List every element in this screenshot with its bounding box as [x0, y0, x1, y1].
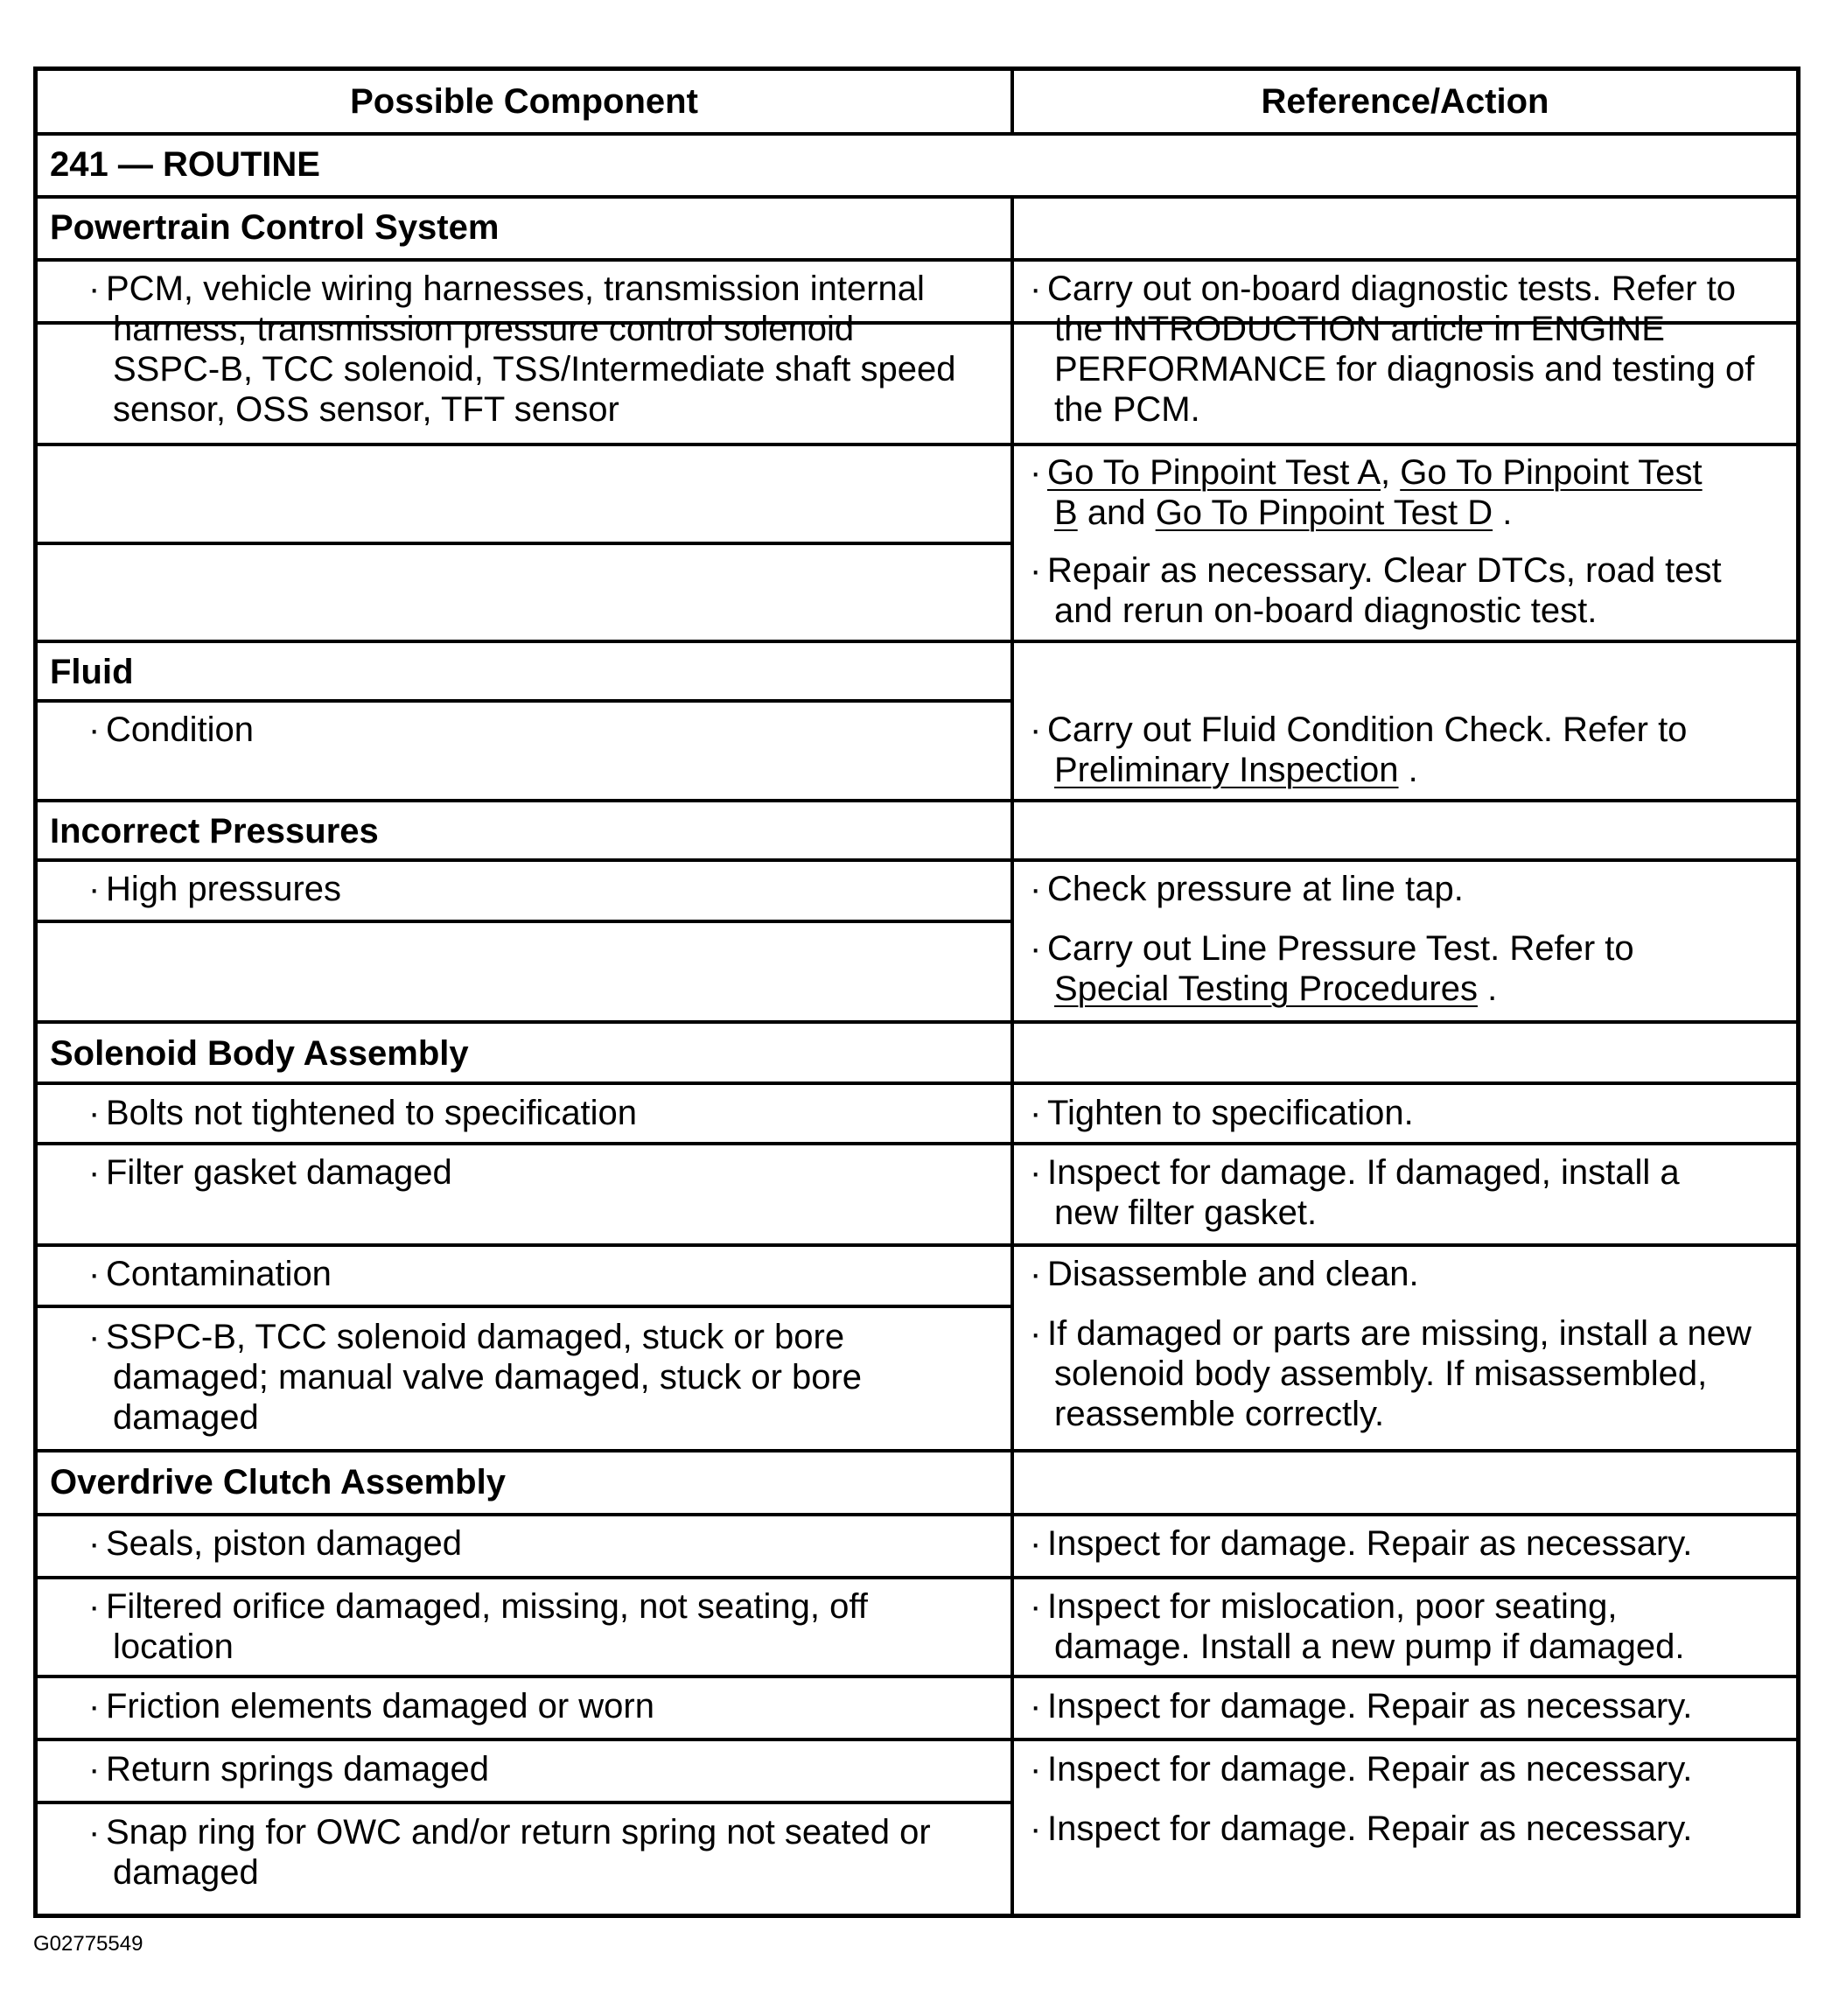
bullet: · — [88, 1153, 101, 1192]
special-testing-procedures-link[interactable]: Special Testing Procedures — [1054, 970, 1478, 1008]
text-line: Check pressure at line tap. — [1047, 870, 1464, 908]
text-line: Filtered orifice damaged, missing, not seating, off — [106, 1587, 868, 1626]
rule — [38, 1675, 1796, 1678]
text-line: SSPC-B, TCC solenoid, TSS/Intermediate shaft speed — [113, 350, 956, 388]
bullet: · — [1030, 710, 1042, 749]
text-line: Carry out Line Pressure Test. Refer to — [1047, 929, 1634, 968]
text-line: sensor, OSS sensor, TFT sensor — [113, 390, 619, 429]
text-line: Inspect for damage. Repair as necessary. — [1047, 1810, 1693, 1848]
column-header-action: Reference/Action — [1261, 82, 1549, 121]
figure-id: G02775549 — [33, 1932, 143, 1956]
rule — [38, 1513, 1796, 1516]
bullet: · — [88, 1813, 101, 1852]
text-line: Preliminary Inspection . — [1054, 751, 1418, 789]
rule — [38, 799, 1796, 802]
text-line: new filter gasket. — [1054, 1194, 1318, 1232]
text-line: Inspect for damage. Repair as necessary. — [1047, 1687, 1693, 1726]
text-line: Return springs damaged — [106, 1750, 490, 1788]
bullet: · — [88, 870, 101, 908]
text-line: Disassemble and clean. — [1047, 1255, 1419, 1293]
section-heading: Fluid — [50, 653, 134, 691]
rule — [38, 699, 1012, 703]
section-heading: Overdrive Clutch Assembly — [50, 1463, 506, 1502]
text-line: damaged — [113, 1853, 259, 1892]
column-header-component: Possible Component — [350, 82, 698, 121]
text-line: Friction elements damaged or worn — [106, 1687, 654, 1726]
bullet: · — [1030, 1750, 1042, 1788]
text-line: Special Testing Procedures . — [1054, 970, 1498, 1008]
table-title: 241 — ROUTINE — [50, 145, 320, 184]
text-line: Inspect for mislocation, poor seating, — [1047, 1587, 1618, 1626]
rule — [38, 1801, 1012, 1804]
text-line: Inspect for damage. If damaged, install a — [1047, 1153, 1680, 1192]
text-line: Carry out on-board diagnostic tests. Refer to — [1047, 270, 1737, 308]
bullet: · — [88, 1318, 101, 1356]
rule — [38, 443, 1796, 446]
bullet: · — [1030, 453, 1042, 492]
text-line: the PCM. — [1054, 390, 1200, 429]
pinpoint-test-a-link[interactable]: Go To Pinpoint Test A — [1047, 453, 1381, 492]
text-line: the INTRODUCTION article in ENGINE — [1054, 310, 1665, 348]
text-line: Repair as necessary. Clear DTCs, road test — [1047, 551, 1722, 590]
text-line: B and Go To Pinpoint Test D . — [1054, 494, 1513, 532]
bullet: · — [1030, 929, 1042, 968]
text-line: Seals, piston damaged — [106, 1524, 462, 1563]
section-heading: Solenoid Body Assembly — [50, 1034, 469, 1073]
text-line: SSPC-B, TCC solenoid damaged, stuck or bore — [106, 1318, 845, 1356]
rule — [38, 920, 1012, 923]
bullet: · — [88, 1687, 101, 1726]
bullet: · — [1030, 1687, 1042, 1726]
diagnostic-table — [33, 66, 1801, 1918]
text-line: damaged — [113, 1398, 259, 1437]
text-line: If damaged or parts are missing, install a new — [1047, 1314, 1752, 1353]
text-line: and rerun on-board diagnostic test. — [1054, 592, 1598, 630]
text-line: harness, transmission pressure control solenoid — [113, 310, 855, 348]
rule — [38, 1305, 1012, 1308]
bullet: · — [1030, 1587, 1042, 1626]
text-line: Go To Pinpoint Test A, Go To Pinpoint Test — [1047, 453, 1703, 492]
text-line: damaged; manual valve damaged, stuck or bore — [113, 1358, 863, 1396]
text-line: solenoid body assembly. If misassembled, — [1054, 1354, 1708, 1393]
rule — [38, 640, 1796, 643]
text-line: Snap ring for OWC and/or return spring not seated or — [106, 1813, 931, 1852]
bullet: · — [88, 1587, 101, 1626]
rule — [38, 1142, 1796, 1145]
rule — [38, 858, 1796, 862]
bullet: · — [1030, 551, 1042, 590]
text-line: Inspect for damage. Repair as necessary. — [1047, 1750, 1693, 1788]
rule — [38, 195, 1796, 199]
text-line: PERFORMANCE for diagnosis and testing of — [1054, 350, 1755, 388]
rule — [38, 1082, 1796, 1085]
rule — [38, 258, 1796, 262]
text-line: Carry out Fluid Condition Check. Refer to — [1047, 710, 1688, 749]
text-line: High pressures — [106, 870, 342, 908]
text-line: Tighten to specification. — [1047, 1094, 1414, 1132]
bullet: · — [1030, 1094, 1042, 1132]
preliminary-inspection-link[interactable]: Preliminary Inspection — [1054, 751, 1399, 789]
text-line: damage. Install a new pump if damaged. — [1054, 1628, 1685, 1666]
bullet: · — [1030, 870, 1042, 908]
rule — [38, 1243, 1796, 1247]
bullet: · — [1030, 1153, 1042, 1192]
bullet: · — [1030, 270, 1042, 308]
rule — [38, 1020, 1796, 1024]
pinpoint-test-d-link[interactable]: Go To Pinpoint Test D — [1155, 494, 1493, 532]
pinpoint-test-b-link[interactable]: Go To Pinpoint Test — [1400, 453, 1703, 492]
bullet: · — [88, 1750, 101, 1788]
bullet: · — [88, 1255, 101, 1293]
rule — [38, 1738, 1796, 1741]
text-line: Contamination — [106, 1255, 332, 1293]
text-line: Filter gasket damaged — [106, 1153, 452, 1192]
bullet: · — [88, 1094, 101, 1132]
bullet: · — [88, 1524, 101, 1563]
section-heading: Incorrect Pressures — [50, 812, 379, 850]
text-line: Inspect for damage. Repair as necessary. — [1047, 1524, 1693, 1563]
bullet: · — [88, 270, 101, 308]
rule — [38, 542, 1012, 545]
rule — [38, 1576, 1796, 1579]
pinpoint-test-b-link-cont[interactable]: B — [1054, 494, 1078, 532]
text-line: location — [113, 1628, 234, 1666]
bullet: · — [1030, 1314, 1042, 1353]
rule — [38, 1449, 1796, 1452]
bullet: · — [88, 710, 101, 749]
text-line: PCM, vehicle wiring harnesses, transmission internal — [106, 270, 925, 308]
text-line: Condition — [106, 710, 255, 749]
text-line: reassemble correctly. — [1054, 1395, 1385, 1433]
text-line: Bolts not tightened to specification — [106, 1094, 638, 1132]
bullet: · — [1030, 1255, 1042, 1293]
bullet: · — [1030, 1810, 1042, 1848]
column-divider — [1010, 195, 1014, 1914]
rule — [38, 132, 1796, 136]
section-heading: Powertrain Control System — [50, 208, 500, 247]
bullet: · — [1030, 1524, 1042, 1563]
